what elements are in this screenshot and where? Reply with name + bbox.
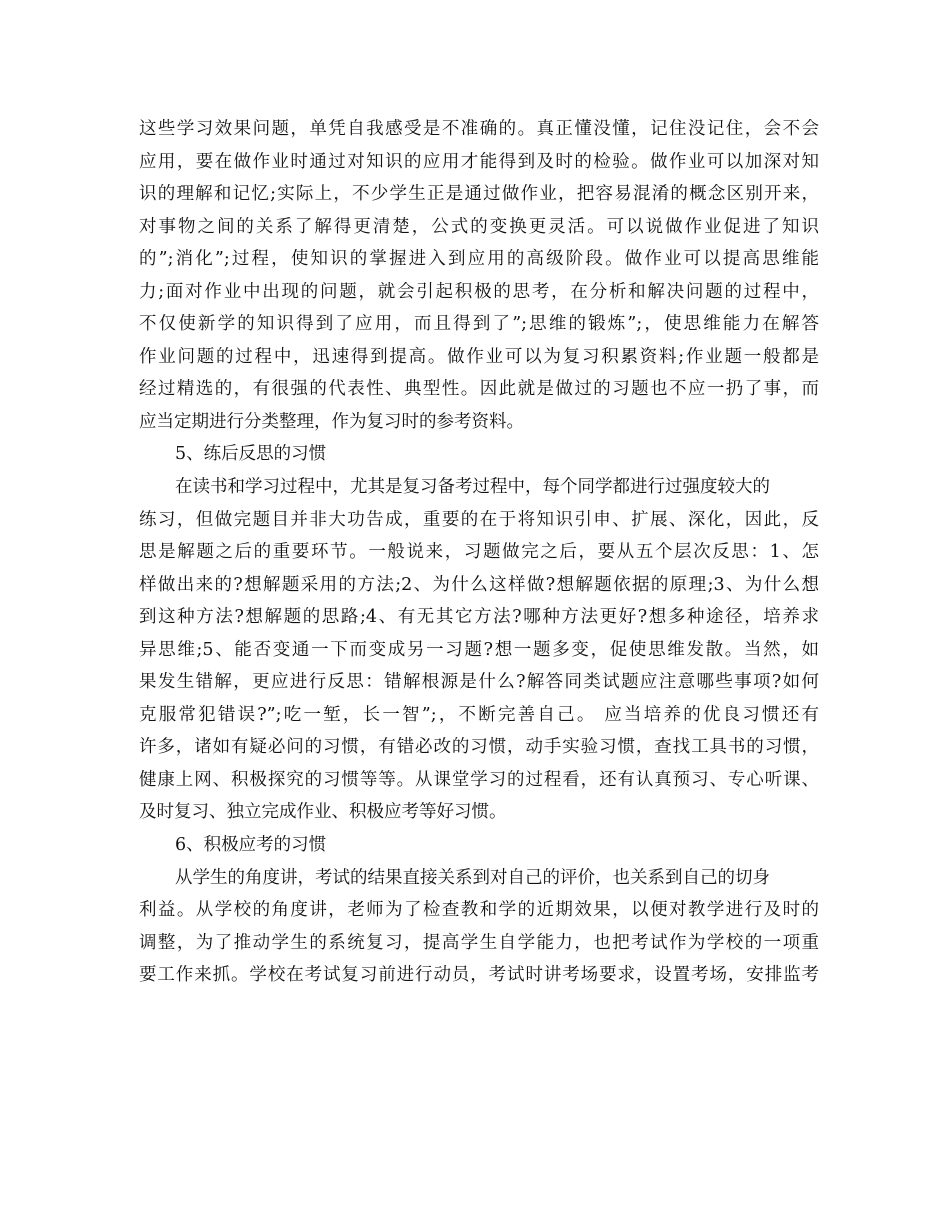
paragraph-line: 及时复习、独立完成作业、积极应考等好习惯。	[139, 802, 507, 823]
paragraph-line: 作业问题的过程中，迅速得到提高。做作业可以为复习积累资料;作业题一般都是	[139, 346, 819, 367]
paragraph-line: 应当定期进行分类整理，作为复习时的参考资料。	[139, 411, 524, 432]
paragraph-line: 这些学习效果问题，单凭自我感受是不准确的。真正懂没懂，记住没记住，会不会	[139, 119, 819, 139]
section-heading: 6、积极应考的习惯	[175, 835, 327, 856]
paragraph-line: 健康上网、积极探究的习惯等等。从课堂学习的过程看，还有认真预习、专心听课、	[139, 769, 819, 790]
paragraph-line: 要工作来抓。学校在考试复习前进行动员，考试时讲考场要求，设置考场，安排监考	[139, 965, 819, 986]
paragraph-line: 应用，要在做作业时通过对知识的应用才能得到及时的检验。做作业可以加深对知	[139, 151, 819, 172]
paragraph-line: 样做出来的?想解题采用的方法;2、为什么这样做?想解题依据的原理;3、为什么想	[139, 574, 819, 595]
paragraph-line: 从学生的角度讲，考试的结果直接关系到对自己的评价，也关系到自己的切身	[175, 867, 770, 888]
paragraph-line: 思是解题之后的重要环节。一般说来，习题做完之后，要从五个层次反思：1、怎	[139, 542, 819, 563]
paragraph-line: 练习，但做完题目并非大功告成，重要的在于将知识引申、扩展、深化，因此，反	[139, 509, 819, 530]
paragraph-line: 力;面对作业中出现的问题，就会引起积极的思考，在分析和解决问题的过程中，	[139, 281, 819, 302]
paragraph-line: 经过精选的，有很强的代表性、典型性。因此就是做过的习题也不应一扔了事，而	[139, 379, 819, 400]
section-heading: 5、练后反思的习惯	[175, 444, 327, 465]
paragraph-line: 识的理解和记忆;实际上，不少学生正是通过做作业，把容易混淆的概念区别开来，	[139, 184, 819, 205]
paragraph-line: 的”;消化”;过程，使知识的掌握进入到应用的高级阶段。做作业可以提高思维能	[139, 249, 819, 270]
paragraph-line: 不仅使新学的知识得到了应用，而且得到了”;思维的锻炼”;，使思维能力在解答	[139, 314, 819, 335]
paragraph-line: 在读书和学习过程中，尤其是复习备考过程中，每个同学都进行过强度较大的	[175, 477, 770, 498]
paragraph-line: 异思维;5、能否变通一下而变成另一习题?想一题多变，促使思维发散。当然，如	[139, 639, 819, 660]
body-text	[139, 113, 819, 992]
paragraph-line: 对事物之间的关系了解得更清楚，公式的变换更灵活。可以说做作业促进了知识	[139, 216, 819, 237]
paragraph-line: 克服常犯错误?”;吃一堑，长一智”;，不断完善自己。 应当培养的优良习惯还有	[139, 704, 819, 725]
paragraph-line: 到这种方法?想解题的思路;4、有无其它方法?哪种方法更好?想多种途径，培养求	[139, 607, 819, 628]
paragraph-line: 果发生错解，更应进行反思：错解根源是什么?解答同类试题应注意哪些事项?如何	[139, 672, 819, 693]
paragraph-line: 利益。从学校的角度讲，老师为了检查教和学的近期效果，以便对教学进行及时的	[139, 900, 819, 921]
paragraph-line: 调整，为了推动学生的系统复习，提高学生自学能力，也把考试作为学校的一项重	[139, 932, 819, 953]
paragraph-line: 许多，诸如有疑必问的习惯，有错必改的习惯，动手实验习惯，查找工具书的习惯，	[139, 737, 819, 758]
